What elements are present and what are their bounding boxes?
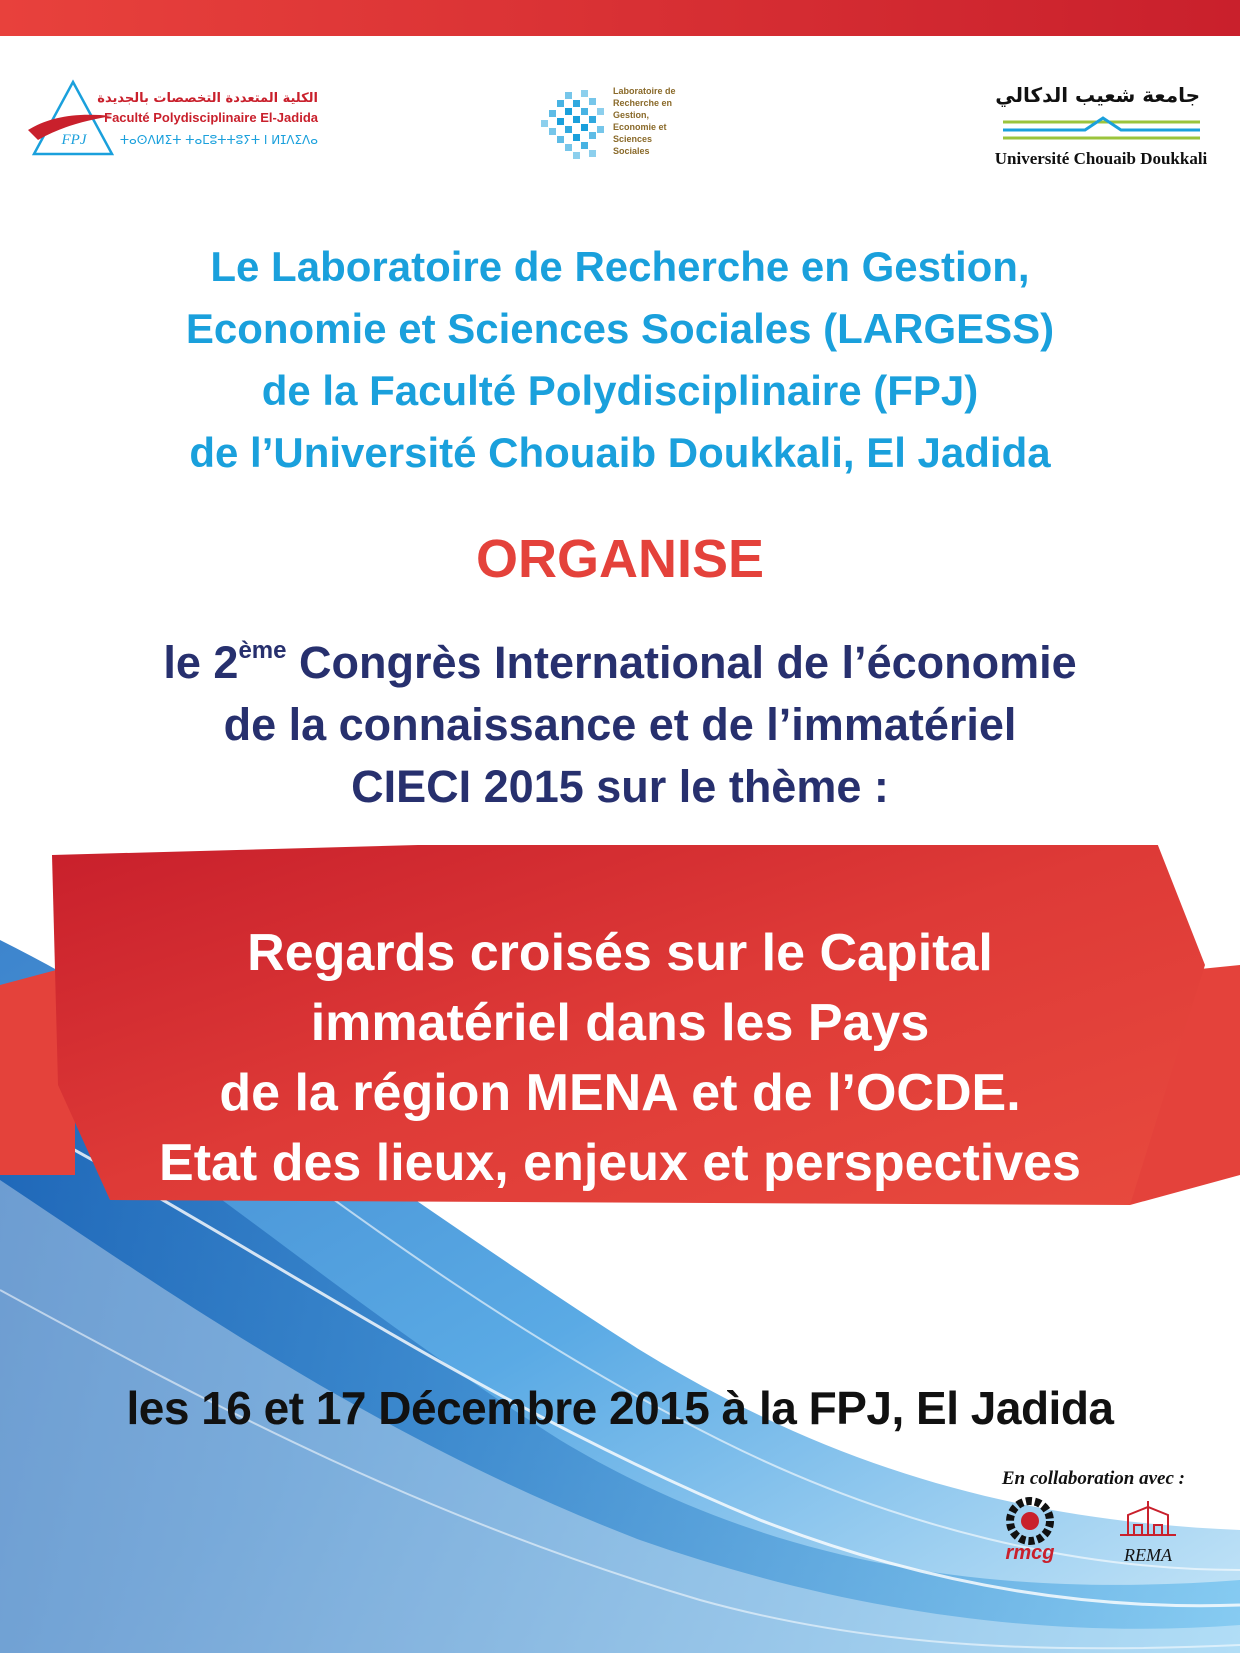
fpj-french-name: Faculté Polydisciplinaire El-Jadida xyxy=(104,110,318,125)
organise-heading: ORGANISE xyxy=(475,529,765,589)
rema-name: REMA xyxy=(1124,1545,1172,1565)
fpj-arabic-name: الكلية المتعددة التخصصات بالجديدة xyxy=(97,91,318,106)
congress-line-1-rest: Congrès International de l’économie xyxy=(286,637,1077,688)
fpj-logo xyxy=(28,78,348,160)
congress-superscript: ème xyxy=(238,637,287,664)
intro-line-4: de l’Université Chouaib Doukkali, El Jadida xyxy=(189,429,1051,476)
collaboration-label: En collaboration avec : xyxy=(1001,1468,1185,1489)
rmcg-logo xyxy=(990,1497,1070,1567)
rmcg-name: rmcg xyxy=(1005,1542,1055,1564)
intro-line-2: Economie et Sciences Sociales (LARGESS) xyxy=(185,305,1055,352)
lab-line-1: Laboratoire de xyxy=(613,86,676,96)
congress-theme xyxy=(0,918,1240,1198)
ucd-logo xyxy=(995,80,1210,172)
lab-line-4: Economie et xyxy=(613,122,667,132)
congress-line-2: de la connaissance et de l’immatériel xyxy=(223,699,1017,750)
intro-line-3: de la Faculté Polydisciplinaire (FPJ) xyxy=(261,367,979,414)
ucd-french-name: Université Chouaib Doukkali xyxy=(995,149,1208,168)
ucd-arabic-name: جامعة شعيب الدكالي xyxy=(995,83,1200,107)
rema-logo xyxy=(1108,1497,1188,1567)
fpj-tifinagh-name: ⵜⴰⵙⴷⵍⵉⵜ ⵜⴰⵎⵓⵜⵜⵓⵢⵜ ⵏ ⵍⵊⴷⵉⴷⴰ xyxy=(119,133,318,147)
event-dates: les 16 et 17 Décembre 2015 à la FPJ, El Jadida xyxy=(126,1382,1114,1434)
theme-line-2: immatériel dans les Pays xyxy=(310,994,930,1052)
congress-line-3: CIECI 2015 sur le thème : xyxy=(351,761,889,812)
largess-logo xyxy=(535,80,705,170)
fpj-mark: FPJ xyxy=(61,132,87,148)
lab-line-6: Sociales xyxy=(613,146,650,156)
organizer-intro xyxy=(0,236,1240,484)
intro-line-1: Le Laboratoire de Recherche en Gestion, xyxy=(210,243,1030,290)
theme-line-3: de la région MENA et de l’OCDE. xyxy=(219,1064,1021,1122)
lab-line-5: Sciences xyxy=(613,134,653,144)
top-red-bar xyxy=(0,0,1240,36)
congress-prefix: le 2 xyxy=(163,637,239,688)
congress-title xyxy=(0,632,1240,818)
lab-line-3: Gestion, xyxy=(613,110,650,120)
rema-emblem-icon xyxy=(1120,1501,1176,1535)
pixel-cube-icon xyxy=(541,90,604,159)
theme-line-4: Etat des lieux, enjeux et perspectives xyxy=(159,1134,1081,1192)
theme-line-1: Regards croisés sur le Capital xyxy=(247,924,993,982)
ucd-emblem-icon xyxy=(1003,118,1200,138)
congress-line-1 xyxy=(0,632,1240,694)
rmcg-wheel-icon xyxy=(1010,1501,1050,1541)
lab-line-2: Recherche en xyxy=(613,98,673,108)
